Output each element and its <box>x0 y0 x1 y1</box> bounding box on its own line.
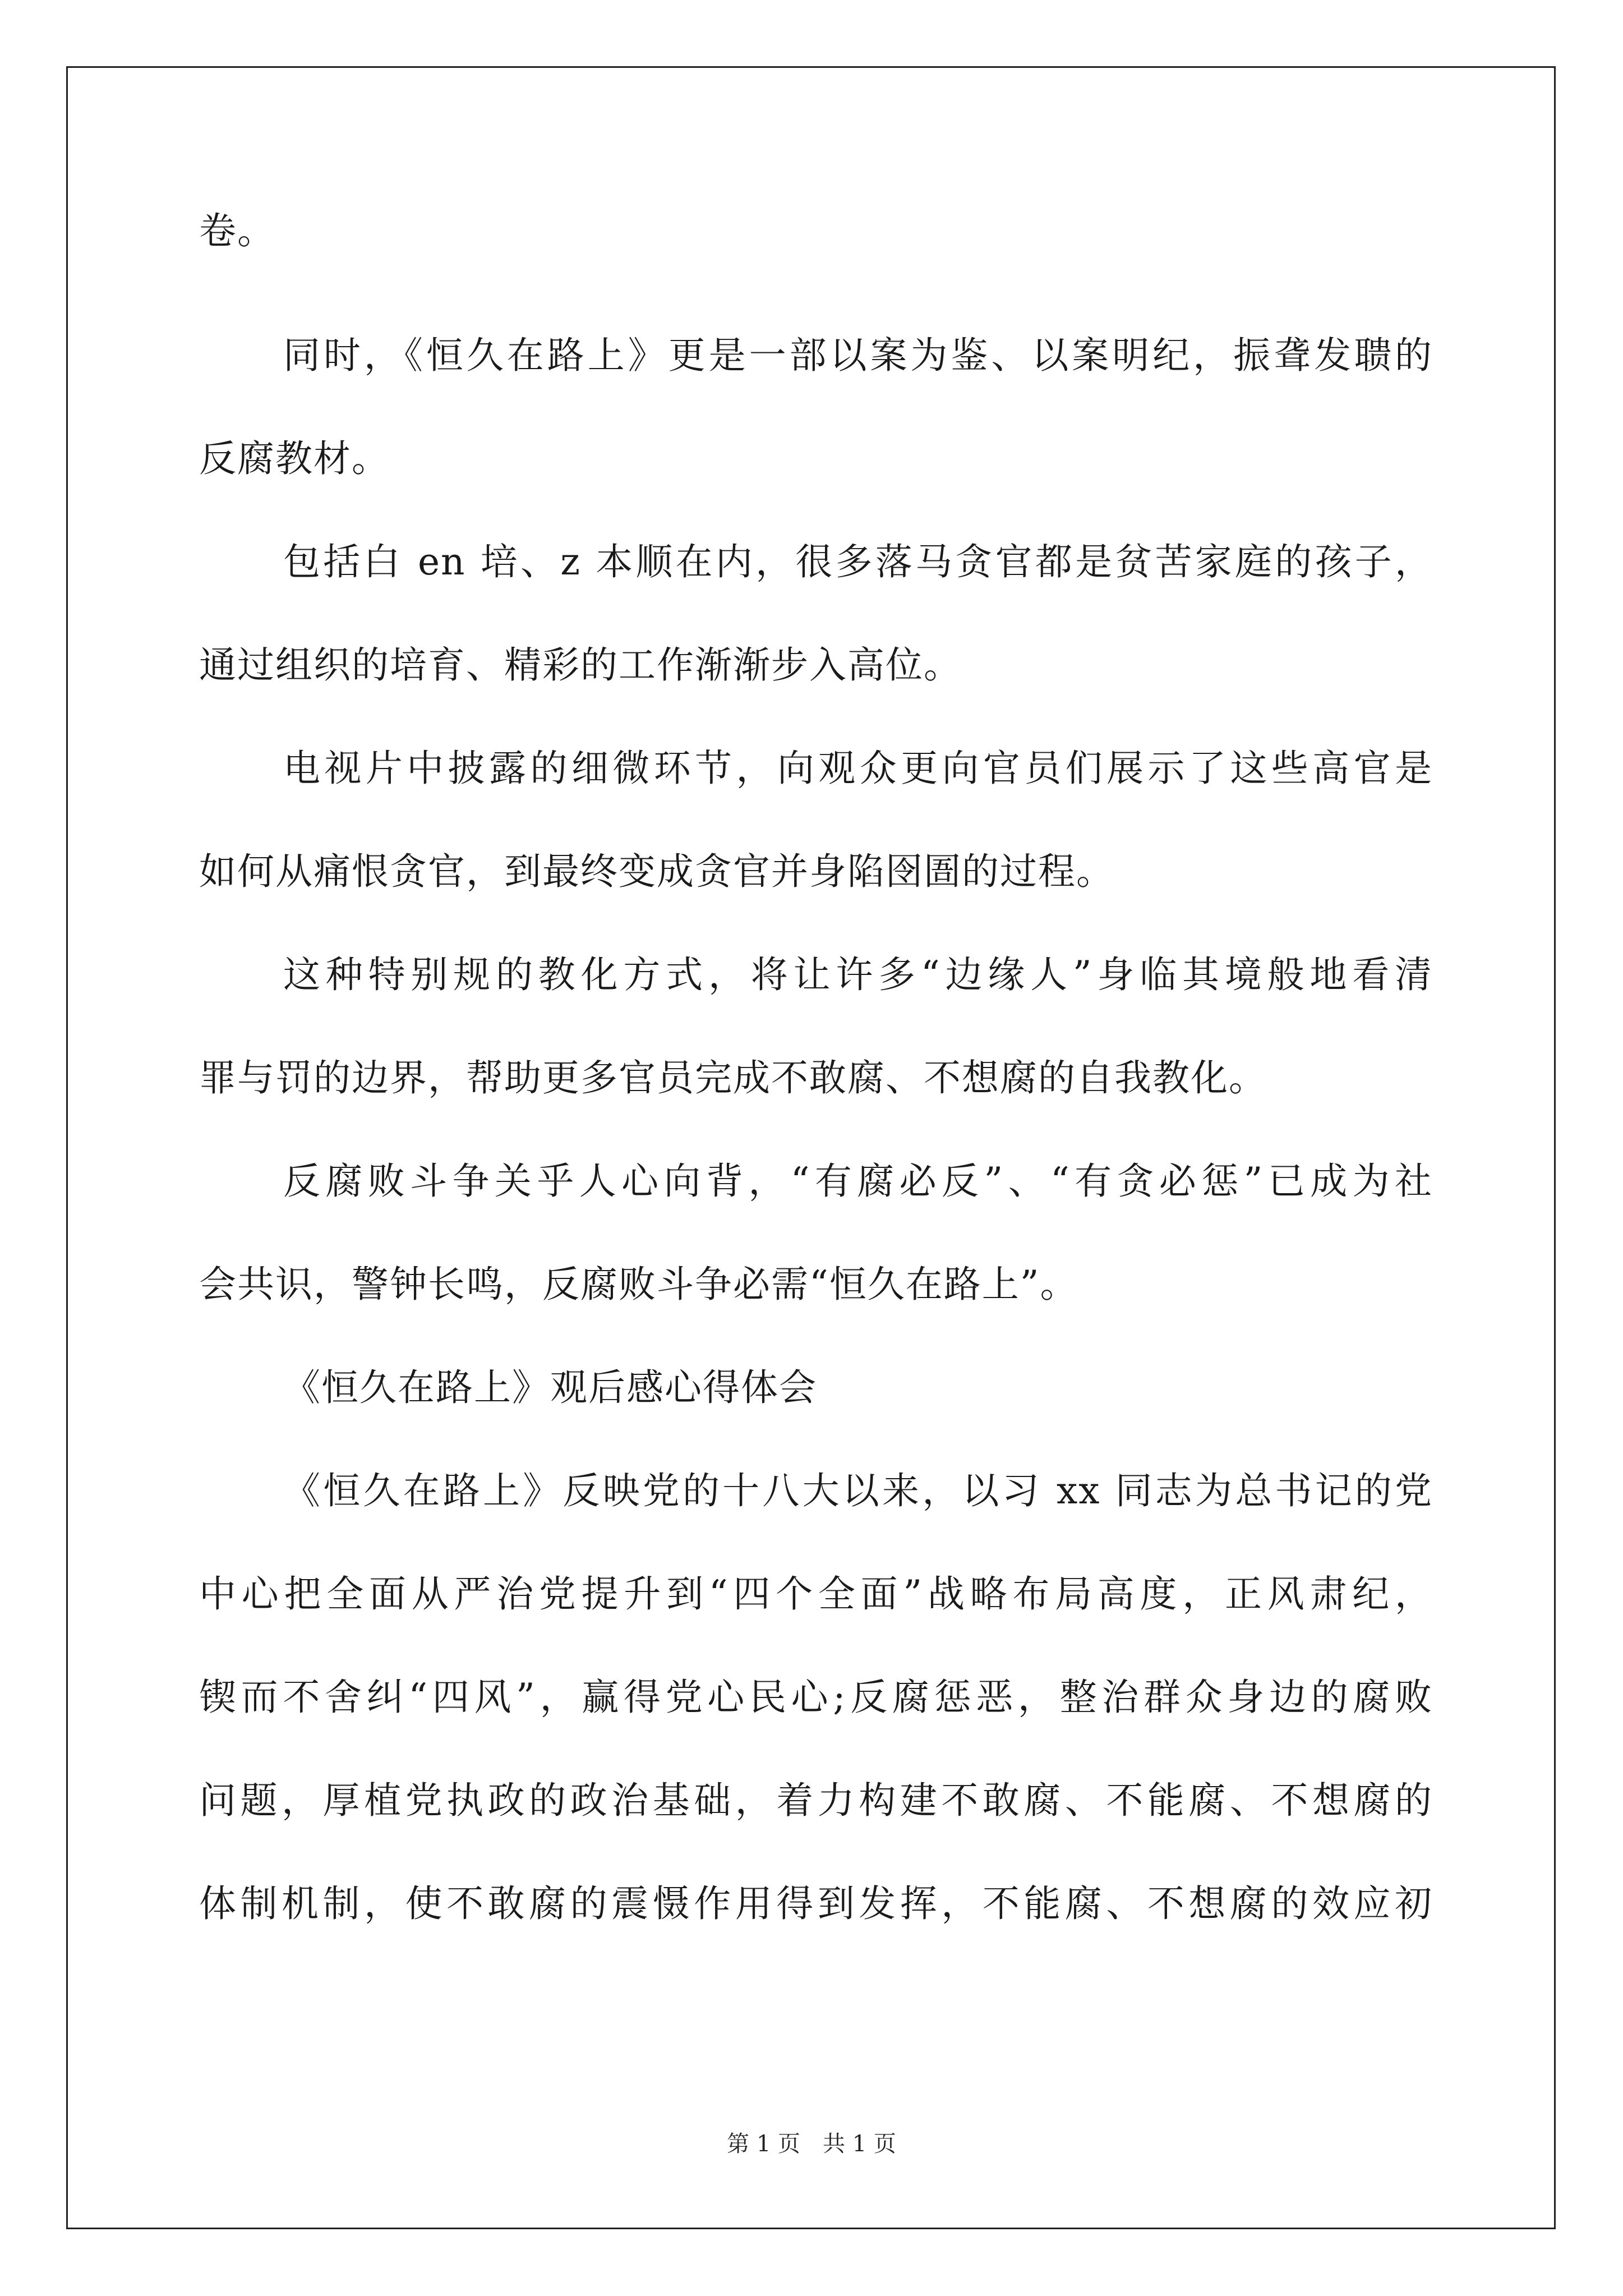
paragraph-start-line: 反腐败斗争关乎人心向背，“有腐必反”、“有贪必惩”已成为社 <box>283 1159 1433 1203</box>
section-heading: 《恒久在路上》观后感心得体会 <box>283 1366 817 1409</box>
paragraph-start-line: 《恒久在路上》反映党的十八大以来，以习 xx 同志为总书记的党 <box>283 1469 1433 1512</box>
text-line: 如何从痛恨贪官，到最终变成贪官并身陷囹圄的过程。 <box>199 850 1114 893</box>
text-line: 罪与罚的边界，帮助更多官员完成不敢腐、不想腐的自我教化。 <box>199 1056 1267 1099</box>
paragraph-start-line: 这种特别规的教化方式，将让许多“边缘人”身临其境般地看清 <box>283 953 1433 996</box>
paragraph-start-line: 包括白 en 培、z 本顺在内，很多落马贪官都是贫苦家庭的孩子， <box>283 540 1433 583</box>
page-number-footer: 第 1 页 共 1 页 <box>727 2131 896 2157</box>
text-line: 中心把全面从严治党提升到“四个全面”战略布局高度，正风肃纪， <box>199 1572 1433 1616</box>
text-line: 体制机制，使不敢腐的震慑作用得到发挥，不能腐、不想腐的效应初 <box>199 1882 1433 1925</box>
text-line: 卷。 <box>199 209 275 252</box>
text-line: 通过组织的培育、精彩的工作渐渐步入高位。 <box>199 643 962 687</box>
paragraph-start-line: 同时，《恒久在路上》更是一部以案为鉴、以案明纪，振聋发聩的 <box>283 334 1433 377</box>
text-line: 问题，厚植党执政的政治基础，着力构建不敢腐、不能腐、不想腐的 <box>199 1779 1433 1822</box>
paragraph-start-line: 电视片中披露的细微环节，向观众更向官员们展示了这些高官是 <box>283 747 1433 790</box>
text-line: 反腐教材。 <box>199 437 390 480</box>
text-line: 锲而不舍纠“四风”，赢得党心民心;反腐惩恶，整治群众身边的腐败 <box>199 1676 1433 1719</box>
text-line: 会共识，警钟长鸣，反腐败斗争必需“恒久在路上”。 <box>199 1263 1078 1306</box>
